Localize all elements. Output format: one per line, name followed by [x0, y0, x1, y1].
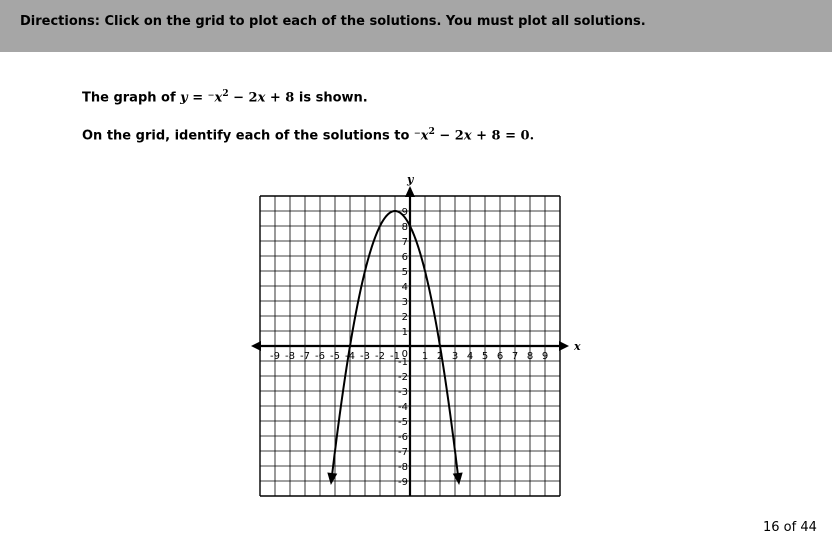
prompt-equals: = [187, 90, 208, 106]
x-tick-label: 6 [496, 351, 504, 362]
y-tick-label: 1 [401, 327, 408, 338]
y-tick-label: -5 [398, 417, 408, 428]
y-tick-label: -7 [398, 447, 408, 458]
x-tick-label: 7 [511, 351, 519, 362]
x-tick-label: -2 [375, 351, 385, 362]
prompt-line-2-neg-sign: ⁻ [413, 128, 421, 144]
x-axis-right-arrow [559, 341, 569, 351]
y-tick-label: -2 [398, 372, 408, 383]
x-tick-label: -1 [390, 351, 400, 362]
y-tick-label: -8 [398, 462, 408, 473]
prompt-var-x-2: x [257, 90, 266, 106]
x-tick-label: -9 [270, 351, 280, 362]
prompt-exponent: 2 [222, 89, 229, 99]
x-tick-label: -7 [300, 351, 310, 362]
parabola-left-arrow [327, 472, 337, 485]
y-tick-label: 9 [401, 207, 408, 218]
x-tick-label: -5 [330, 351, 340, 362]
x-tick-label: -3 [360, 351, 370, 362]
y-tick-label: -4 [398, 402, 408, 413]
prompt-neg-sign: ⁻ [207, 90, 215, 106]
y-tick-label: 3 [401, 297, 408, 308]
prompt-line-1-suffix: is shown. [294, 90, 368, 106]
prompt-minus-term: − 2 [228, 90, 258, 106]
y-tick-label: 6 [401, 252, 408, 263]
x-tick-label: -4 [345, 351, 355, 362]
page-counter: 16 of 44 [763, 520, 817, 535]
prompt-constant: + 8 [265, 90, 295, 106]
prompt-line-2-minus-term: − 2 [434, 128, 464, 144]
x-tick-label: 5 [481, 351, 489, 362]
x-tick-label: 9 [541, 351, 549, 362]
y-tick-label: -6 [398, 432, 408, 443]
y-tick-label: -9 [398, 477, 408, 488]
x-tick-label: -8 [285, 351, 295, 362]
y-tick-label: -1 [398, 357, 408, 368]
x-axis-label: x [574, 340, 581, 353]
directions-text: Directions: Click on the grid to plot each of the solutions. You must plot all solutions. [20, 14, 646, 29]
origin-label: 0 [401, 349, 408, 360]
prompt-line-2-var-x: x [420, 128, 429, 144]
x-tick-label: -6 [315, 351, 325, 362]
x-tick-label: 1 [421, 351, 429, 362]
y-tick-label: 5 [401, 267, 408, 278]
prompt-var-y: y [180, 90, 188, 106]
y-tick-label: 8 [401, 222, 408, 233]
x-tick-label: 8 [526, 351, 534, 362]
x-tick-label: 4 [466, 351, 474, 362]
x-axis-left-arrow [251, 341, 261, 351]
axes [251, 186, 569, 496]
y-tick-label: 7 [401, 237, 408, 248]
prompt-line-2-var-x-2: x [463, 128, 472, 144]
prompt-line-2-exponent: 2 [428, 127, 435, 137]
y-tick-label: -3 [398, 387, 408, 398]
x-tick-label: 3 [451, 351, 459, 362]
prompt-var-x: x [214, 90, 223, 106]
y-tick-label: 2 [401, 312, 408, 323]
y-axis-label: y [407, 173, 414, 186]
x-tick-label: 2 [436, 351, 444, 362]
y-tick-label: 4 [401, 282, 408, 293]
y-axis-up-arrow [405, 186, 415, 197]
tick-labels [270, 173, 581, 488]
parabola-right-arrow [453, 472, 463, 485]
prompt-line-2-constant: + 8 = 0. [471, 128, 535, 144]
prompt-line-1-prefix: The graph of [82, 90, 181, 106]
prompt-line-2-prefix: On the grid, identify each of the solutions to [82, 128, 414, 144]
